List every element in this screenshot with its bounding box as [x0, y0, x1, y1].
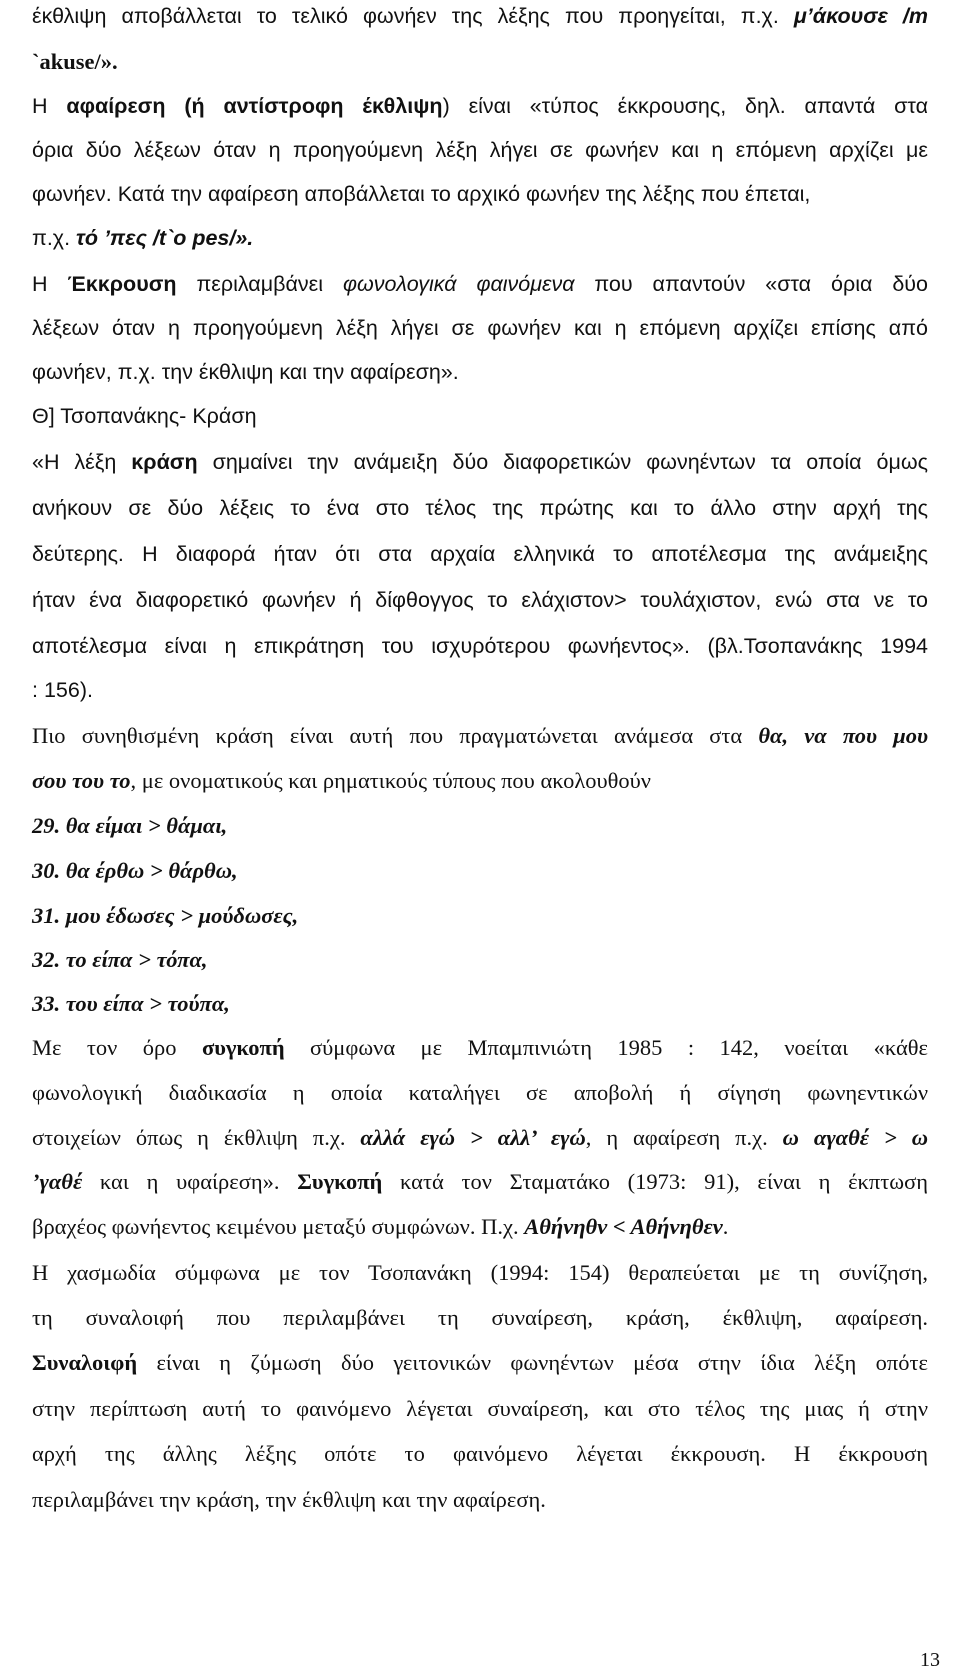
text-run: στην περίπτωση αυτή το φαινόμενο λέγεται συναίρεση, και στο τέλος της μιας ή στην — [32, 1396, 928, 1421]
text-run: , με ονοματικούς και ρηματικούς τύπους που ακολουθούν — [130, 768, 651, 793]
term-bold: αφαίρεση (ή αντίστροφη έκθλιψη — [66, 94, 443, 118]
text-run: αρχή της άλλης λέξης οπότε το φαινόμενο λέγεται έκκρουση. Η έκκρουση — [32, 1441, 928, 1466]
text-run: δεύτερης. Η διαφορά ήταν ότι στα αρχαία ελληνικά το αποτέλεσμα της ανάμειξης — [32, 542, 928, 566]
text-line — [32, 1259, 928, 1287]
text-run: ανήκουν σε δύο λέξεις το ένα στο τέλος της πρώτης και το άλλο στην αρχή της — [32, 496, 928, 520]
text-line — [32, 494, 928, 522]
text-line — [32, 1349, 928, 1377]
text-run: ) είναι «τύπος έκκρουσης, δηλ. απαντά στα — [442, 94, 929, 118]
term-bold: κράση — [131, 450, 198, 474]
text-line — [32, 136, 928, 164]
text-line — [32, 1440, 928, 1468]
text-line — [32, 48, 928, 76]
text-line — [32, 767, 928, 795]
text-line — [32, 448, 928, 476]
term-italic: φωνολογικά φαινόμενα — [342, 272, 575, 296]
term-bold: συγκοπή — [201, 1035, 285, 1060]
example-term: Αθήνηθν < Αθήνηθεν — [524, 1214, 723, 1239]
text-run: αποτέλεσμα είναι η επικράτηση του ισχυρότερου φωνήεντος». (βλ.Τσοπανάκης 1994 — [32, 634, 928, 658]
example-term: θα, να που μου — [758, 723, 929, 748]
text-line — [32, 1124, 928, 1152]
page-number: 13 — [920, 1649, 940, 1671]
term-bold: Συναλοιφή — [32, 1350, 138, 1375]
text-line — [32, 1168, 928, 1196]
text-run: Η χασμωδία σύμφωνα με τον Τσοπανάκη (1994: 154) θεραπεύεται με τη συνίζηση, — [32, 1260, 928, 1285]
text-run: ήταν ένα διαφορετικό φωνήεν ή δίφθογγος το ελάχιστον> τουλάχιστον, ενώ στα νε το — [32, 588, 928, 612]
text-run: σημαίνει την ανάμειξη δύο διαφορετικών φωνηέντων τα οποία όμως — [197, 450, 928, 474]
example-term: `akuse/». — [32, 49, 118, 74]
text-line — [32, 2, 928, 30]
text-run: Η — [32, 272, 68, 296]
text-run: φωνολογική διαδικασία η οποία καταλήγει σε αποβολή ή σίγηση φωνηεντικών — [32, 1080, 928, 1105]
text-run: που απαντούν «στα όρια δύο — [574, 272, 928, 296]
text-line — [32, 1395, 928, 1423]
section-heading — [32, 402, 928, 430]
text-run: και η υφαίρεση». — [82, 1169, 298, 1194]
text-line — [32, 722, 928, 750]
text-run: περιλαμβάνει την κράση, την έκθλιψη και την αφαίρεση. — [32, 1487, 546, 1512]
text-line — [32, 224, 928, 252]
text-run: π.χ. — [32, 226, 77, 250]
example-term: τό ’πες /t`o pes/». — [76, 226, 254, 250]
text-run: «Η λέξη — [32, 450, 132, 474]
text-line — [32, 540, 928, 568]
example-term: μ’άκουσε /m — [793, 4, 928, 28]
text-run: λέξεων όταν η προηγούμενη λέξη λήγει σε φωνήεν και η επόμενη αρχίζει επίσης από — [32, 316, 928, 340]
text-run: φωνήεν. Κατά την αφαίρεση αποβάλλεται το αρχικό φωνήεν της λέξης που έπεται, — [32, 182, 811, 206]
text-run: , η αφαίρεση π.χ. — [585, 1125, 783, 1150]
text-line — [32, 270, 928, 298]
example-item: 29. θα είμαι > θάμαι, — [32, 813, 228, 838]
text-run: στοιχείων όπως η έκθλιψη π.χ. — [32, 1125, 361, 1150]
text-run: όρια δύο λέξεων όταν η προηγούμενη λέξη λήγει σε φωνήεν και η επόμενη αρχίζει με — [32, 138, 928, 162]
text-run: . — [722, 1214, 729, 1239]
text-line — [32, 676, 928, 704]
text-run: είναι η ζύμωση δύο γειτονικών φωνηέντων μέσα στην ίδια λέξη οπότε — [137, 1350, 928, 1375]
text-run: Με τον όρο — [32, 1035, 202, 1060]
text-run: Η — [32, 94, 67, 118]
example-item: 32. το είπα > τόπα, — [32, 947, 208, 972]
text-line — [32, 586, 928, 614]
text-run: σύμφωνα με Μπαμπινιώτη 1985 : 142, νοείται «κάθε — [284, 1035, 928, 1060]
term-bold: Έκκρουση — [67, 272, 177, 296]
text-line — [32, 1213, 928, 1241]
text-line — [32, 1486, 928, 1514]
text-run: βραχέος φωνήεντος κειμένου μεταξύ συμφώνων. Π.χ. — [32, 1214, 525, 1239]
text-line — [32, 358, 928, 386]
example-item: 30. θα έρθω > θάρθω, — [32, 858, 238, 883]
example-term: σου του το — [32, 768, 131, 793]
section-heading-text: Θ] Τσοπανάκης- Κράση — [32, 404, 257, 428]
text-line — [32, 1304, 928, 1332]
text-run: φωνήεν, π.χ. την έκθλιψη και την αφαίρεση». — [32, 360, 459, 384]
example-term: αλλά εγώ > αλλ’ εγώ — [360, 1125, 586, 1150]
term-bold: Συγκοπή — [297, 1169, 383, 1194]
text-run: τη συναλοιφή που περιλαμβάνει τη συναίρεση, κράση, έκθλιψη, αφαίρεση. — [32, 1305, 928, 1330]
text-run: Πιο συνηθισμένη κράση είναι αυτή που πραγματώνεται ανάμεσα στα — [32, 723, 759, 748]
text-line — [32, 632, 928, 660]
text-run: κατά τον Σταματάκο (1973: 91), είναι η έκπτωση — [382, 1169, 928, 1194]
text-run: : 156). — [32, 678, 93, 702]
example-term: ’γαθέ — [32, 1169, 83, 1194]
example-item: 33. του είπα > τούπα, — [32, 991, 230, 1016]
text-line — [32, 92, 928, 120]
text-run: περιλαμβάνει — [176, 272, 343, 296]
example-term: ω αγαθέ > ω — [782, 1125, 928, 1150]
text-line — [32, 1034, 928, 1062]
text-line — [32, 314, 928, 342]
example-item: 31. μου έδωσες > μούδωσες, — [32, 903, 299, 928]
text-line — [32, 1079, 928, 1107]
text-run: έκθλιψη αποβάλλεται το τελικό φωνήεν της λέξης που προηγείται, π.χ. — [32, 4, 794, 28]
text-line — [32, 180, 928, 208]
